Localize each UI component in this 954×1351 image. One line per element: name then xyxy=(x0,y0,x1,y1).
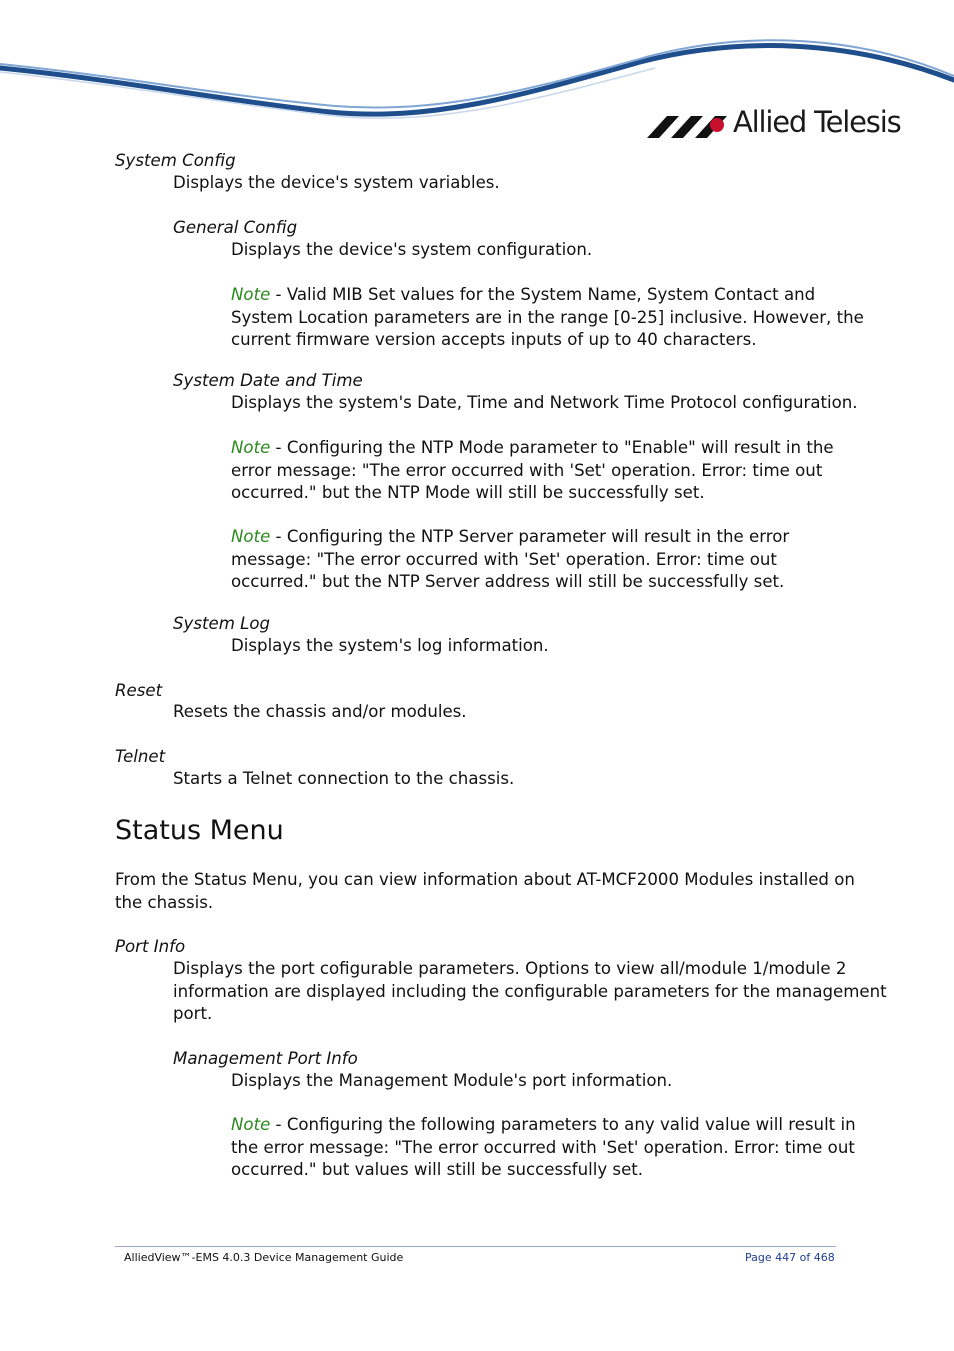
note-text: - Configuring the NTP Server parameter will result in the error xyxy=(270,527,790,546)
reset-title: Reset xyxy=(115,681,163,700)
ntp-server-note xyxy=(231,526,789,594)
general-config-desc: Displays the device's system configuration. xyxy=(231,240,593,259)
intro-line: From the Status Menu, you can view information about AT-MCF2000 Modules installed on xyxy=(115,870,855,889)
desc-line: information are displayed including the configurable parameters for the management xyxy=(173,981,887,1001)
desc-line: port. xyxy=(173,1004,213,1023)
note-text: - Valid MIB Set values for the System Name, System Contact and xyxy=(270,285,816,304)
mgmt-port-info-title: Management Port Info xyxy=(173,1049,358,1068)
telnet-desc: Starts a Telnet connection to the chassis. xyxy=(173,769,515,788)
system-date-time-title: System Date and Time xyxy=(173,371,363,390)
brand-logo-text: Allied Telesis xyxy=(733,105,901,139)
note-text: occurred." but the NTP Mode will still be successfully set. xyxy=(231,483,705,502)
ntp-mode-note xyxy=(231,437,834,505)
note-text: message: "The error occurred with 'Set' operation. Error: time out xyxy=(231,549,777,569)
note-text: the error message: "The error occurred with 'Set' operation. Error: time out xyxy=(231,1137,855,1157)
intro-line: the chassis. xyxy=(115,892,214,912)
note-label: Note xyxy=(231,1115,271,1134)
status-menu-intro xyxy=(115,869,855,914)
note-text: occurred." but values will still be successfully set. xyxy=(231,1160,644,1179)
status-menu-heading: Status Menu xyxy=(115,815,284,846)
mgmt-port-info-desc: Displays the Management Module's port information. xyxy=(231,1071,673,1090)
general-config-note xyxy=(231,284,864,352)
note-text: current firmware version accepts inputs of up to 40 characters. xyxy=(231,330,757,349)
note-label: Note xyxy=(231,527,271,546)
note-label: Note xyxy=(231,438,271,457)
system-config-desc: Displays the device's system variables. xyxy=(173,173,500,192)
reset-desc: Resets the chassis and/or modules. xyxy=(173,702,467,721)
footer-divider xyxy=(115,1246,836,1247)
note-label: Note xyxy=(231,285,271,304)
note-text: occurred." but the NTP Server address will still be successfully set. xyxy=(231,572,785,591)
port-info-desc xyxy=(173,958,887,1026)
footer-doc-title: AlliedView™-EMS 4.0.3 Device Management Guide xyxy=(124,1251,404,1264)
system-date-time-desc: Displays the system's Date, Time and Network Time Protocol configuration. xyxy=(231,393,858,412)
telnet-title: Telnet xyxy=(115,747,166,766)
footer-page-number: Page 447 of 468 xyxy=(745,1251,835,1264)
general-config-title: General Config xyxy=(173,218,298,237)
note-text: - Configuring the NTP Mode parameter to "Enable" will result in the xyxy=(270,438,834,457)
system-log-title: System Log xyxy=(173,614,271,633)
note-text: System Location parameters are in the range [0-25] inclusive. However, the xyxy=(231,307,864,327)
system-log-desc: Displays the system's log information. xyxy=(231,636,549,655)
desc-line: Displays the port cofigurable parameters. Options to view all/module 1/module 2 xyxy=(173,959,847,978)
port-info-title: Port Info xyxy=(115,937,186,956)
system-config-title: System Config xyxy=(115,151,236,170)
note-text: error message: "The error occurred with 'Set' operation. Error: time out xyxy=(231,460,823,480)
allied-telesis-logo-mark xyxy=(645,108,735,148)
note-text: - Configuring the following parameters to any valid value will result in xyxy=(270,1115,856,1134)
mgmt-port-note xyxy=(231,1114,856,1182)
